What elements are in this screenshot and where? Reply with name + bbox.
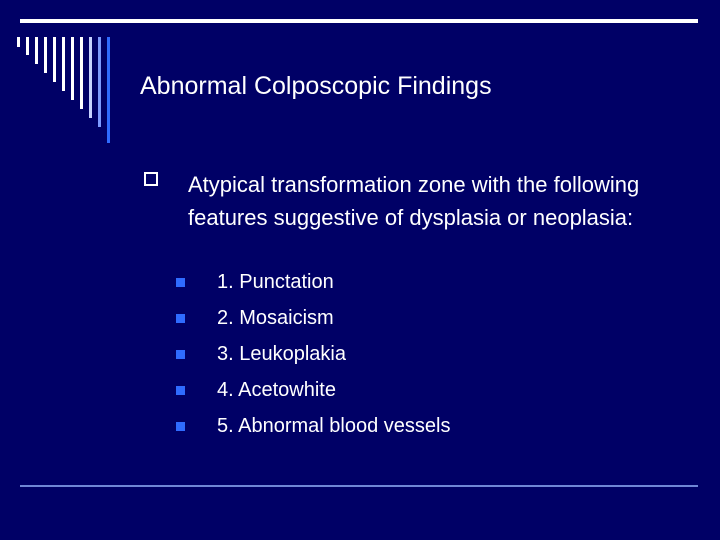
square-bullet-icon [176, 350, 185, 359]
list-item-text: 3. Leukoplakia [217, 343, 346, 365]
slide-title: Abnormal Colposcopic Findings [140, 72, 492, 100]
list-item [176, 376, 676, 412]
list-item-text: 5. Abnormal blood vessels [217, 415, 451, 437]
bottom-rule [20, 485, 698, 487]
list-item [176, 412, 676, 448]
list-item [176, 304, 676, 340]
list-item-text: 1. Punctation [217, 271, 334, 293]
square-bullet-icon [176, 386, 185, 395]
square-bullet-icon [176, 278, 185, 287]
main-bullet-text: Atypical transformation zone with the following features suggestive of dysplasia or neoplasia: [188, 172, 640, 230]
hollow-square-bullet-icon [144, 172, 158, 186]
list-item-text: 2. Mosaicism [217, 307, 334, 329]
main-bullet [144, 168, 684, 234]
list-item [176, 268, 676, 304]
list-item-text: 4. Acetowhite [217, 379, 336, 401]
feature-list [176, 268, 676, 448]
square-bullet-icon [176, 422, 185, 431]
square-bullet-icon [176, 314, 185, 323]
decorative-stripes [0, 0, 130, 150]
list-item [176, 340, 676, 376]
